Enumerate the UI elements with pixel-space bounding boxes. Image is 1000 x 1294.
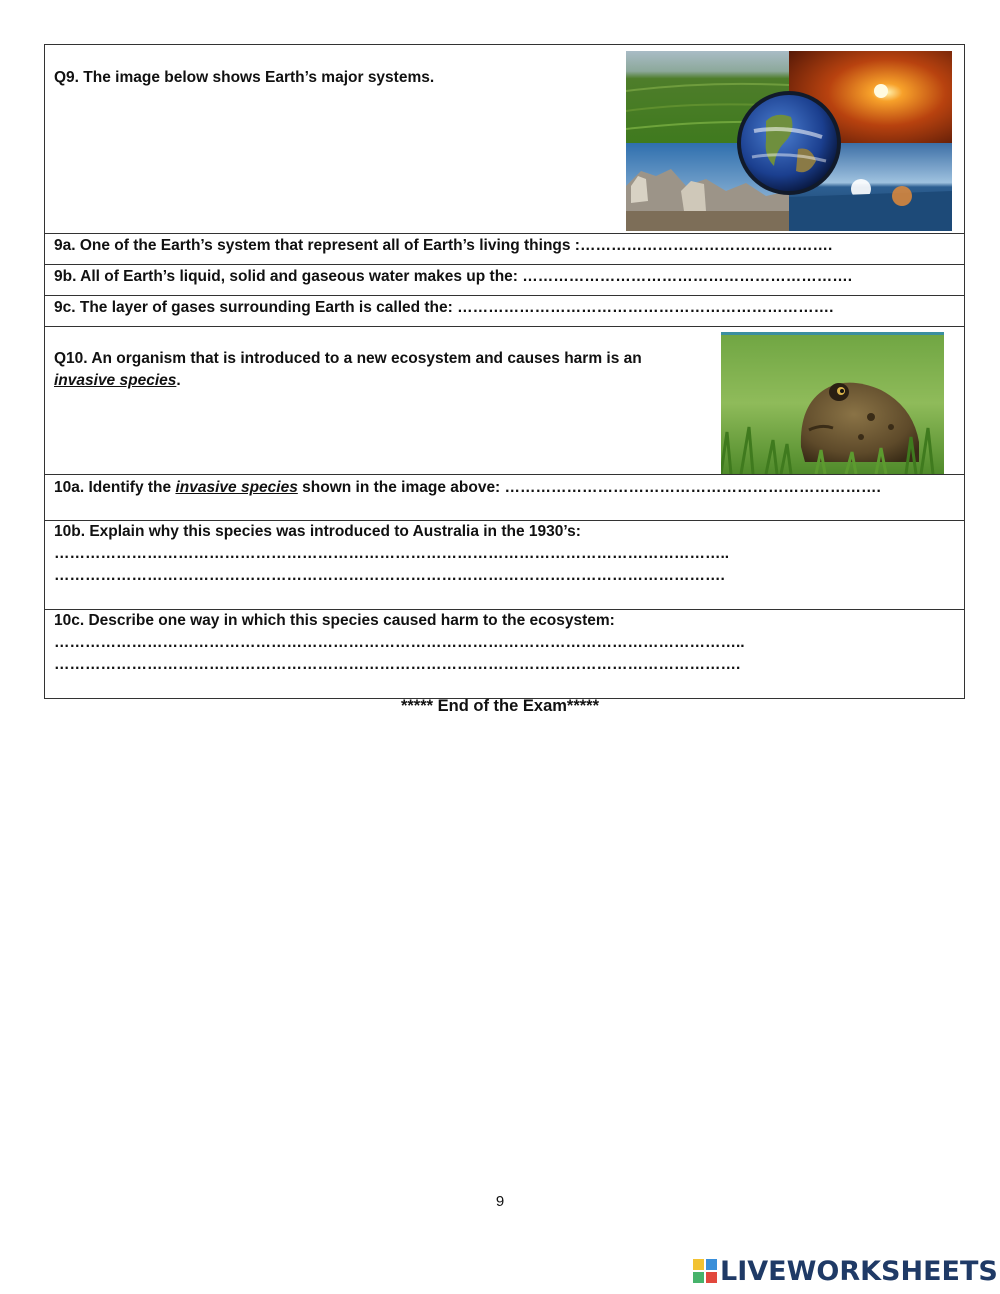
q10b-row <box>45 521 965 610</box>
q10-prompt-line1: Q10. An organism that is introduced to a new ecosystem and causes harm is an <box>54 350 642 367</box>
liveworksheets-logo[interactable] <box>693 1256 998 1286</box>
q10-prompt-end: . <box>176 372 181 389</box>
earth-systems-collage-svg <box>626 51 952 231</box>
earth-systems-image <box>626 51 952 231</box>
q10b-answer-line-1[interactable]: ………………………………………………………………………………………………………………….. <box>54 545 730 562</box>
q10a-text-before: 10a. Identify the <box>54 479 176 496</box>
q9b-text: 9b. All of Earth’s liquid, solid and gaseous water makes up the: <box>54 268 523 285</box>
q10c-text: 10c. Describe one way in which this species caused harm to the ecosystem: <box>54 612 615 629</box>
q9-prompt: Q9. The image below shows Earth’s major systems. <box>54 69 435 86</box>
exam-question-table <box>44 44 965 699</box>
q10-row <box>45 327 965 475</box>
q10c-cell[interactable] <box>45 610 965 699</box>
q9b-cell[interactable] <box>45 265 965 296</box>
q9c-answer-blank[interactable]: ………………………………………………………………. <box>457 299 834 316</box>
q10-cell <box>45 327 965 475</box>
liveworksheets-logo-text: LIVEWORKSHEETS <box>720 1255 998 1287</box>
q9a-answer-blank[interactable]: …………………………………………. <box>579 237 833 254</box>
q10b-cell[interactable] <box>45 521 965 610</box>
q9a-row <box>45 234 965 265</box>
q9b-row <box>45 265 965 296</box>
q9b-answer-blank[interactable]: ………………………………………………………. <box>522 268 853 285</box>
q9a-text: 9a. One of the Earth’s system that represent all of Earth’s living things : <box>54 237 580 254</box>
q10c-answer-line-1[interactable]: …………………………………………………………………………………………………………………….. <box>54 634 745 651</box>
page-number: 9 <box>495 1193 505 1210</box>
q9c-cell[interactable] <box>45 296 965 327</box>
q9-cell <box>45 45 965 234</box>
q9c-row <box>45 296 965 327</box>
q10b-answer-line-2[interactable]: …………………………………………………………………………………………………………………. <box>54 567 725 584</box>
q10a-answer-blank[interactable]: ………………………………………………………………. <box>504 479 881 496</box>
toad-photo-svg <box>721 332 944 474</box>
q10a-text-after: shown in the image above: <box>297 479 505 496</box>
q10-prompt-line2 <box>54 370 642 392</box>
q10a-row <box>45 475 965 521</box>
q9a-cell[interactable] <box>45 234 965 265</box>
cane-toad-image <box>721 332 944 474</box>
end-of-exam-text: ***** End of the Exam***** <box>400 697 600 715</box>
q10-prompt <box>54 348 642 392</box>
collage-watermark-icon <box>892 186 912 206</box>
q10c-answer-line-2[interactable]: ……………………………………………………………………………………………………………………. <box>54 656 741 673</box>
q10a-term-invasive-species: invasive species <box>175 479 298 496</box>
q9c-text: 9c. The layer of gases surrounding Earth is called the: <box>54 299 458 316</box>
q10c-row <box>45 610 965 699</box>
q10b-text: 10b. Explain why this species was introduced to Australia in the 1930’s: <box>54 523 581 540</box>
q10a-cell[interactable] <box>45 475 965 521</box>
liveworksheets-logo-icon <box>693 1259 717 1283</box>
q9-row <box>45 45 965 234</box>
q10-term-invasive-species: invasive species <box>54 372 177 389</box>
